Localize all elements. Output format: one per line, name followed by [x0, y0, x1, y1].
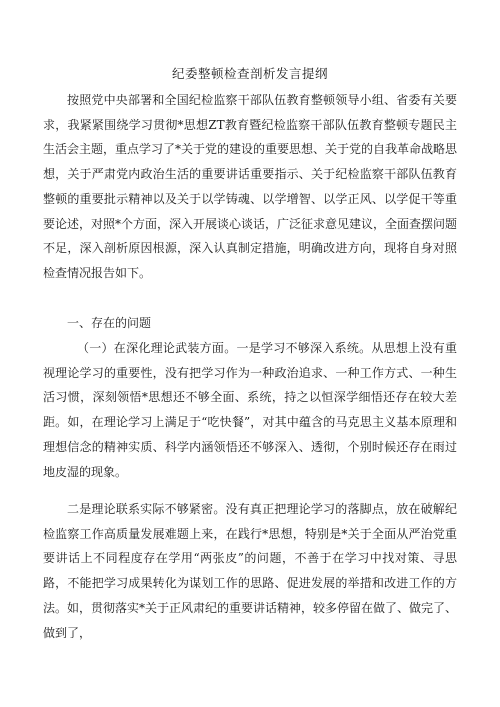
intro-paragraph — [43, 88, 457, 286]
problem-paragraph-1 — [43, 336, 457, 484]
paragraph-text: （一）在深化理论武装方面。一是学习不够深入系统。从思想上没有重视理论学习的重要性，没有把学习作为一种政治追求、一种工作方式、一种生活习惯，深刻领悟*思想还不够全面、系统，持之以恒深学细悟还存在较大差距。如，在理论学习上满足于“吃快餐”，对其中蕴含的马克思主义基本原理和理想信念的精神实质、科学内涵领悟还不够深入、透彻，个别时候还存在雨过地皮湿的现象。 — [43, 341, 457, 479]
paragraph-text: 二是理论联系实际不够紧密。没有真正把理论学习的落脚点，放在破解纪检监察工作高质量发展难题上来，在践行*思想，特别是*关于全面从严治党重要讲话上不同程度存在学用“两张皮”的问题，不善于在学习中找对策、寻思路，不能把学习成果转化为谋划工作的思路、促进发展的举措和改进工作的方法。如，贯彻落实*关于正风肃纪的重要讲话精神，较多停留在做了、做完了、做到了， — [43, 502, 458, 640]
section-heading — [43, 311, 457, 336]
problem-paragraph-2 — [43, 497, 457, 645]
document-title: 纪委整顿检查剖析发言提纲 — [171, 66, 328, 81]
section-heading-text: 一、存在的问题 — [67, 316, 152, 330]
paragraph-text: 按照党中央部署和全国纪检监察干部队伍教育整顿领导小组、省委有关要求，我紧紧围绕学习贯彻*思想ZT教育暨纪检监察干部队伍教育整顿专题民主生活会主题，重点学习了*关于党的建设的重要思想、关于党的自我革命战略思想，关于严肃党内政治生活的重要讲话重要指示、关于纪检监察干部队伍教育整顿的重要批示精神以及关于以学铸魂、以学增智、以学正风、以学促干等重要论述，对照*个方面，深入开展谈心谈话，广泛征求意见建议，全面查摆问题不足，深入剖析原因根源，深入认真制定措施，明确改进方向，现将自身对照检查情况报告如下。 — [43, 93, 458, 280]
